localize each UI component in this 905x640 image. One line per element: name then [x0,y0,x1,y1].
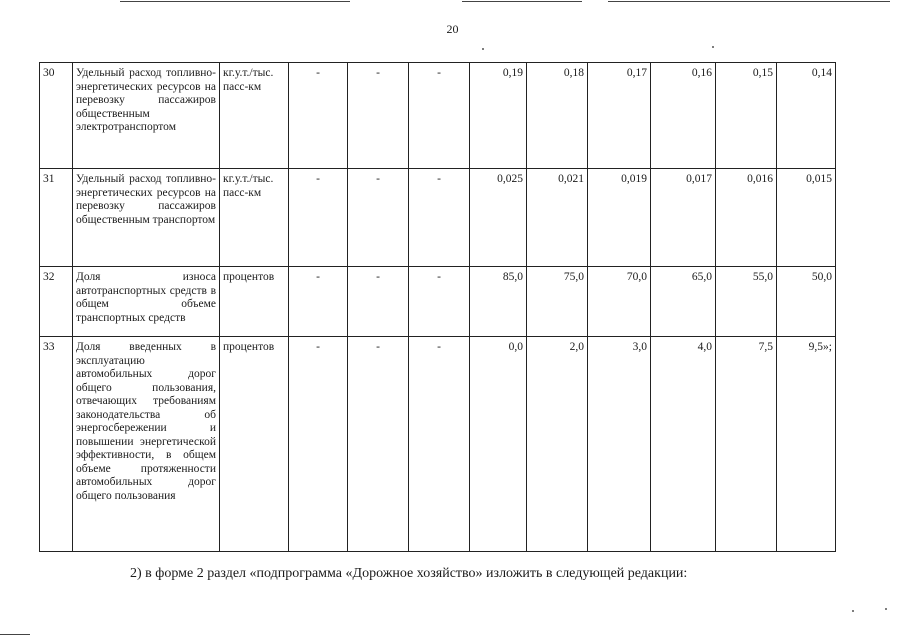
dash-cell: - [289,267,348,337]
value-cell: 0,17 [588,63,651,169]
unit-cell: кг.у.т./тыс. пасс-км [220,169,289,267]
value-cell: 70,0 [588,267,651,337]
value-cell: 75,0 [527,267,588,337]
value-cell: 0,025 [470,169,527,267]
dash-cell: - [289,337,348,552]
scan-speck [852,610,854,612]
indicator-name: Доля введенных в эксплуатацию автомобильных дорог общего пользования, отвечающих требованиям законодательства об энергосбережении и повышении энергетической эффективности, в общем объеме протяженности автомобильных дорог общего пользования [73,337,220,552]
footer-instruction: 2) в форме 2 раздел «подпрограмма «Дорожное хозяйство» изложить в следующей редакции: [130,566,688,581]
value-cell: 85,0 [470,267,527,337]
page-number: 20 [446,22,459,36]
value-cell: 0,021 [527,169,588,267]
indicator-name: Удельный расход топливно-энергетических ресурсов на перевозку пассажиров общественным транспортом [73,169,220,267]
value-cell: 0,18 [527,63,588,169]
indicator-name: Удельный расход топливно-энергетических ресурсов на перевозку пассажиров общественным электротранспортом [73,63,220,169]
table-row [40,63,836,169]
row-number: 33 [40,337,73,552]
scan-line-top-right [608,1,890,2]
table-row [40,337,836,552]
dash-cell: - [348,63,409,169]
value-cell: 0,16 [651,63,716,169]
dash-cell: - [409,169,470,267]
value-cell: 0,15 [716,63,777,169]
dash-cell: - [348,267,409,337]
value-cell: 55,0 [716,267,777,337]
row-number: 31 [40,169,73,267]
table-row [40,267,836,337]
value-cell: 2,0 [527,337,588,552]
scan-line-bottom-left [0,634,30,635]
dash-cell: - [409,337,470,552]
indicators-table [39,62,836,552]
row-number: 30 [40,63,73,169]
dash-cell: - [348,337,409,552]
dash-cell: - [409,63,470,169]
scan-line-top-left [120,1,350,2]
scan-speck [482,48,484,50]
indicator-name: Доля износа автотранспортных средств в общем объеме транспортных средств [73,267,220,337]
value-cell: 0,14 [777,63,836,169]
value-cell: 0,015 [777,169,836,267]
value-cell: 65,0 [651,267,716,337]
table-row [40,169,836,267]
value-cell: 3,0 [588,337,651,552]
dash-cell: - [289,63,348,169]
value-cell: 0,019 [588,169,651,267]
unit-cell: процентов [220,337,289,552]
scan-speck [712,46,714,48]
value-cell: 0,0 [470,337,527,552]
dash-cell: - [348,169,409,267]
scan-line-top-middle [462,1,582,2]
dash-cell: - [409,267,470,337]
value-cell: 50,0 [777,267,836,337]
value-cell: 0,016 [716,169,777,267]
scan-speck [885,608,887,610]
value-cell: 0,19 [470,63,527,169]
value-cell: 9,5»; [777,337,836,552]
value-cell: 4,0 [651,337,716,552]
row-number: 32 [40,267,73,337]
value-cell: 0,017 [651,169,716,267]
unit-cell: процентов [220,267,289,337]
dash-cell: - [289,169,348,267]
value-cell: 7,5 [716,337,777,552]
unit-cell: кг.у.т./тыс. пасс-км [220,63,289,169]
